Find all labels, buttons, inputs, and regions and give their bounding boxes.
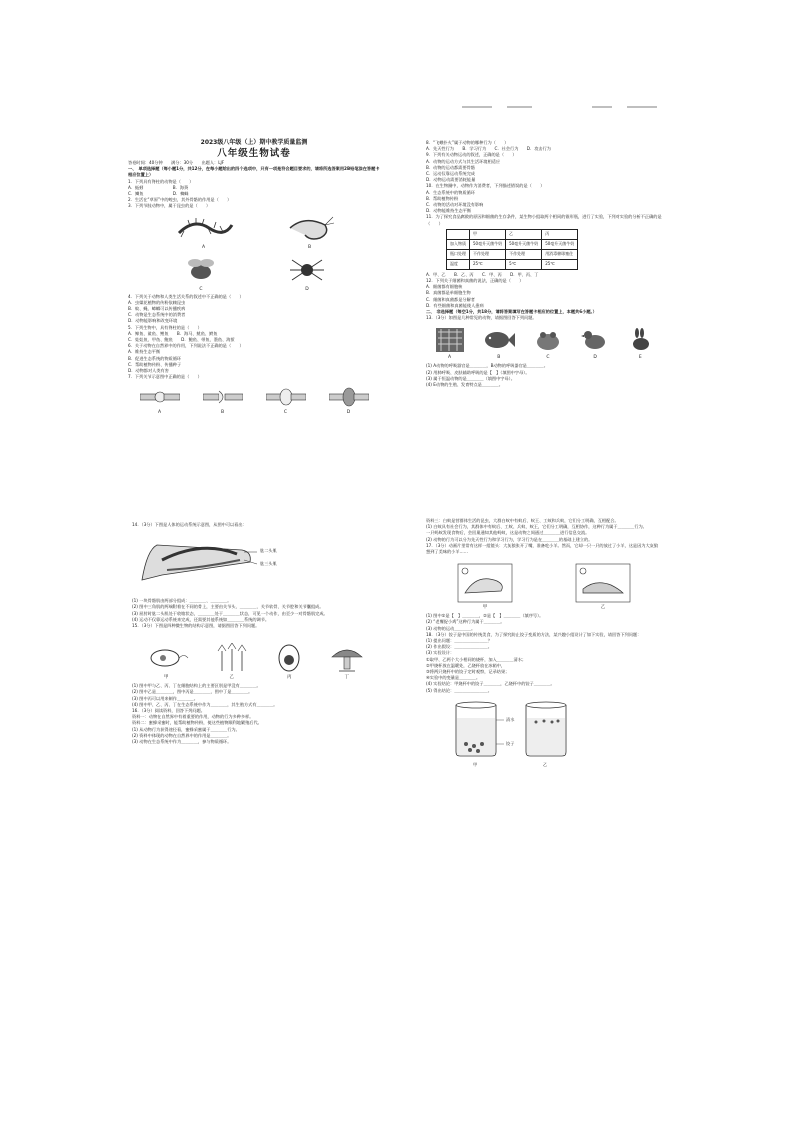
joint-b: [203, 386, 243, 416]
figure-label: 丙: [287, 675, 292, 681]
line: 4．下列关于动物和人类生活关系的叙述中不正确的是（ ）: [128, 293, 244, 299]
line: 5．下列生物中，具有脊柱的是（ ）: [128, 324, 202, 330]
option-label: B: [497, 355, 501, 361]
exam-page-4: [426, 518, 662, 878]
line: (4) 运动不仅靠运动系统来完成，还需要其他系统如＿＿＿＿系统的调节。: [132, 616, 270, 622]
line: (2) “老鹰捉小鸡”这种行为属于＿＿＿＿。: [426, 619, 505, 625]
q3-figure-top: [148, 212, 360, 252]
rabbit-illustration: [627, 327, 653, 361]
yeast-illustration: [274, 643, 304, 681]
scan-artifact-line: [462, 105, 662, 109]
line: 8．“飞蛾扑火”属于动物的哪种行为（ ）: [426, 140, 509, 145]
line: (3) 动物的运动＿＿＿＿。: [426, 625, 476, 631]
line: 1．下列具有脊柱的动物是（ ）: [128, 178, 194, 184]
q3-figure-bottom: [148, 254, 360, 294]
line: ④实验中的变量是＿＿＿＿。: [426, 675, 481, 681]
line: (4) 图中甲、乙、丙、丁在生态系统中作为＿＿＿＿，其生殖方式有＿＿＿＿。: [132, 701, 278, 707]
line: C．细菌和真菌都是分解者: [426, 296, 475, 302]
table-cell: 瓶口处理: [447, 249, 470, 259]
bacterium-illustration: [143, 643, 189, 681]
table-cell: 加入物质: [447, 239, 470, 249]
q11-experiment-table: [446, 229, 578, 270]
table-row: [447, 239, 578, 249]
exam-page-3: [132, 522, 378, 852]
line: A．虫媒花植物的传粉依赖昆虫: [128, 299, 186, 305]
line: 2．生活在“草原”中的蝗虫，其外骨骼的作用是（ ）: [128, 197, 232, 203]
exam-meta: 答卷时间：40分钟 满分：30分 出题人：LJF: [128, 160, 225, 165]
option-label: D: [305, 287, 309, 293]
section-1-heading: 一、 单项选择题（每小题1分，共12分，在每小题给出的四个选项中，只有一项是符合题目要求的，请将所选答案用2B铅笔涂在答题卡相应位置上）: [128, 166, 380, 178]
fish-illustration: [482, 327, 516, 361]
centipede-illustration: [174, 213, 234, 251]
line: 资料二：蜜蜂采蜜时，能帮助植物传粉，使这些植物顺利地繁殖后代。: [132, 720, 262, 726]
option-label: A: [157, 410, 162, 416]
table-row: [447, 249, 578, 259]
line: 6．关于动物在自然界中的作用，下列说法不正确的是（ ）: [128, 343, 244, 349]
line: 10．在生物圈中，动物作为消费者，下列描述错误的是（ ）: [426, 183, 545, 189]
table-header-cell: 甲: [470, 229, 506, 239]
line: D．动物能维持生态平衡: [426, 208, 472, 214]
table-cell: 不作处理: [470, 249, 506, 259]
option-label: C: [546, 355, 550, 361]
figure-label: 饺子: [506, 740, 515, 746]
line: (5) 得出结论：＿＿＿＿＿＿＿＿。: [426, 687, 492, 693]
line: D．动物运动需要消耗能量: [426, 177, 476, 183]
line: (4) 实验结论：甲烧杯中的饺子＿＿＿＿，乙烧杯中的饺子＿＿＿＿。: [426, 681, 555, 687]
line: 16．（3分）阅读资料，回答下列问题。: [132, 708, 205, 714]
joint-d: [329, 386, 369, 416]
line: 一只蚂蚁发现食物后，会回巢通知其他蚂蚁，这是动物之间通过＿＿＿＿进行信息交流。: [426, 530, 590, 536]
line: A．先天性行为 B．学习行为 C．社会行为 D．攻击行为: [426, 146, 551, 152]
line: (1) 白蚁具有社会行为，其群体中有蚁后、工蚁、兵蚁、蚁王，它们分工明确，互相协作，这种行为属于＿＿＿＿行为。: [426, 524, 647, 530]
animal-illustration: [575, 563, 631, 611]
line: B．真菌都是单细胞生物: [426, 290, 471, 296]
table-header-cell: [447, 229, 470, 239]
figure-label: 乙: [229, 675, 234, 681]
line: (2) 动物的行为可以分为先天性行为和学习行为，学习行为是在＿＿＿＿的基础上建立的。: [426, 536, 593, 542]
option-label: D: [346, 410, 351, 416]
option-label: C: [283, 410, 288, 416]
line: (2) 作出假设：＿＿＿＿＿＿＿＿。: [426, 644, 492, 650]
line: 17．（3分）动画片里常有这样一组镜头：大灰狼张开了嘴，准备吃小羊。然而，它却一只一只的放过了小羊，这是因为大灰狼想到了美味的小羊……: [426, 542, 659, 555]
q17-figure: [426, 557, 662, 611]
figure-label: 甲: [164, 675, 169, 681]
line: ③将两只烧杯中的饺子定时观察，记录结果；: [426, 669, 510, 675]
line: A．动物的运动方式与其生活环境相适应: [426, 158, 501, 164]
pigeon-illustration: [580, 327, 610, 361]
option-label: B: [220, 410, 225, 416]
figure-label: 丁: [344, 675, 349, 681]
line: 13．（3分）如图是几种常见的动物，请据图回答下列问题。: [426, 315, 537, 321]
line: A．生态系统中的物质循环: [426, 189, 475, 195]
figure-label: 清水: [506, 716, 515, 722]
line: C．娃娃鱼、甲鱼、鲍鱼 D．鲍鱼、带鱼、墨鱼、海蜇: [128, 337, 235, 343]
line: ②甲烧杯放在温暖处，乙烧杯放在冰箱中，: [426, 662, 506, 668]
table-cell: 50毫升灭菌牛奶: [470, 239, 506, 249]
line: C．运动仅靠运动系统完成: [426, 171, 475, 177]
line: C．帮助植物传粉、传播种子: [128, 361, 182, 367]
joint-a: [140, 386, 180, 416]
line: (1) 提出问题：＿＿＿＿＿＿＿＿？: [426, 638, 492, 644]
exam-title: 2023级八年级（上）期中教学质量监测: [200, 139, 308, 146]
line: (1) 一块骨骼肌由两部分组成：＿＿＿＿、＿＿＿＿。: [132, 598, 232, 604]
q7-joint-figure: [128, 382, 380, 416]
line: 3．下列节肢动物中，属于昆虫的是（ ）: [128, 203, 211, 209]
table-cell: 5℃: [506, 259, 542, 269]
table-cell: 50毫升灭菌牛奶: [506, 239, 542, 249]
line: D．动物都对人类有害: [128, 368, 169, 374]
exam-page-2: [426, 140, 662, 510]
table-header-cell: 乙: [506, 229, 542, 239]
line: (2) 资料中体现的动物在自然界中的作用是＿＿＿＿。: [132, 732, 232, 738]
line: (3) 屈肘时肱二头肌处于收缩状态，＿＿＿＿处于＿＿＿＿状态，可见一个动作，由至少一对骨骼肌完成。: [132, 610, 328, 616]
line: (1) 图中①是【 】＿＿＿＿，②是【 】＿＿＿＿（填序号）。: [426, 613, 544, 619]
exam-page-1: [128, 138, 380, 510]
q18-beaker-figure: [426, 700, 662, 772]
line: B．动物的运动都需要骨骼: [426, 164, 475, 170]
line: C．动物是生态系统中的消费者: [128, 312, 186, 318]
option-label: D: [593, 355, 597, 361]
subject-title: 八年级生物试卷: [217, 148, 291, 159]
line: A．鲸鱼、鲨鱼、鲤鱼 B．海马、鱿鱼、鳄鱼: [128, 330, 218, 336]
table-cell: 用消毒棉球塞住: [542, 249, 578, 259]
line: C．鲫鱼 D．蜘蛛: [128, 191, 189, 197]
line: (2) 用肺呼吸、皮肤辅助呼吸的是【 】（填图中字母）。: [426, 369, 530, 375]
line: (1) 图中甲与乙、丙、丁在细胞结构上的主要区别是甲没有＿＿＿＿。: [132, 683, 261, 689]
bee-illustration: [181, 255, 221, 293]
line: (1) 从动物行为获得途径看，蜜蜂采蜜属于＿＿＿＿行为。: [132, 726, 240, 732]
line: A．蚯蚓 B．海葵: [128, 184, 189, 190]
line: 资料一：动物在自然界中有着重要的作用，动物的行为多种多样。: [132, 714, 254, 720]
line: (1) A动物的呼吸器官是＿＿＿＿，B动物的呼吸器官是＿＿＿＿。: [426, 363, 548, 369]
mold-illustration: [212, 643, 252, 681]
line: (3) 实验设计：: [426, 650, 455, 656]
spider-illustration: [287, 255, 327, 293]
line: B．帮助植物传粉: [426, 195, 459, 201]
line: A．维持生态平衡: [128, 349, 161, 355]
figure-label: 乙: [600, 605, 606, 611]
line: 7．下列关节示意图中正确的是（ ）: [128, 374, 202, 380]
line: D．动物能影响和改变环境: [128, 318, 178, 324]
section-2-heading: 二、 非选择题（每空1分，共18分，请将答案填写在答题卡相应的位置上，本题共6小题。）: [426, 309, 597, 315]
table-cell: 25℃: [542, 259, 578, 269]
shrimp-illustration: [285, 213, 335, 251]
line: 9．下列有关动物运动的叙述，正确的是（ ）: [426, 152, 517, 158]
table-cell: 50毫升灭菌牛奶: [542, 239, 578, 249]
line: A．甲、乙 B．乙、丙 C．甲、丙 D．甲、丙、丁: [426, 271, 539, 277]
line: D．有些细菌和真菌能使人患病: [426, 302, 484, 308]
line: 18．（3分）饺子是中国的传统美食，为了探究防止饺子变质的方法，某兴趣小组设计了如下实验，请回答下列问题：: [426, 631, 642, 637]
table-cell: 25℃: [470, 259, 506, 269]
line: 12．下列关于细菌和真菌的说法，正确的是（ ）: [426, 278, 524, 284]
table-cell: 不作处理: [506, 249, 542, 259]
option-label: B: [307, 245, 312, 251]
figure-label: 乙: [543, 761, 548, 767]
line: ①取甲、乙两个大小相同的烧杯，加入＿＿＿＿清水；: [426, 656, 527, 662]
option-label: C: [199, 287, 203, 293]
option-label: E: [638, 355, 642, 361]
figure-label: 甲: [473, 761, 478, 767]
line: B．促进生态系统的物质循环: [128, 355, 182, 361]
hand-illustration: [457, 563, 513, 611]
line: B．蚊、蝇、蟑螂可以传播疾病: [128, 306, 186, 312]
line: (3) 图中丙可以用来制作＿＿＿＿。: [132, 695, 198, 701]
mushroom-illustration: [327, 643, 367, 681]
line: A．细菌都有细胞核: [426, 284, 463, 290]
table-header-cell: 丙: [542, 229, 578, 239]
figure-label: 肱二头肌: [260, 548, 277, 554]
table-row: [447, 259, 578, 269]
figure-label: 肱三头肌: [260, 561, 277, 567]
option-label: A: [201, 245, 206, 251]
line: (3) 动物在生态系统中作为＿＿＿＿，参与物质循环。: [132, 739, 232, 745]
q13-animals-figure: [426, 323, 662, 361]
option-label: A: [448, 355, 452, 361]
figure-label: 甲: [482, 605, 488, 611]
line: 11．为了探究食品腐败的原因和细菌的生存条件，某生物小组取两个相同的锥形瓶，进行了实验，下列对实验的分析不正确的是（ ）: [426, 214, 662, 226]
table-cell: 温度: [447, 259, 470, 269]
line: C．动物的活动对环境没有影响: [426, 202, 484, 208]
line: (4) E动物的生殖、发育特点是＿＿＿＿。: [426, 382, 503, 388]
joint-c: [266, 386, 306, 416]
q15-microbes-figure: [132, 631, 378, 681]
line: (2) 图中乙是＿＿＿＿，图中丙是＿＿＿＿，图中丁是＿＿＿＿。: [132, 689, 253, 695]
frog-illustration: [533, 327, 563, 361]
line: 15．（3分）下图是四种微生物的结构示意图，请据图回答下列问题。: [132, 623, 260, 629]
line: 14．（3分）下图是人体的运动系统示意图，从图中可以看出：: [132, 522, 247, 527]
line: (3) 属于恒温动物的是＿＿＿＿（填图中字母）。: [426, 375, 515, 381]
q14-arm-figure: [132, 530, 378, 594]
line: (2) 图中三角肌的两端附着在不同的骨上，主要由关节头、＿＿＿＿、关节软骨、关节腔和关节囊组成。: [132, 604, 324, 610]
line: 资料三：白蚁是营群体生活的昆虫，大群白蚁中有蚁后、蚁王、工蚁和兵蚁，它们分工明确，互相配合。: [426, 518, 619, 523]
coral-illustration: [435, 327, 465, 361]
